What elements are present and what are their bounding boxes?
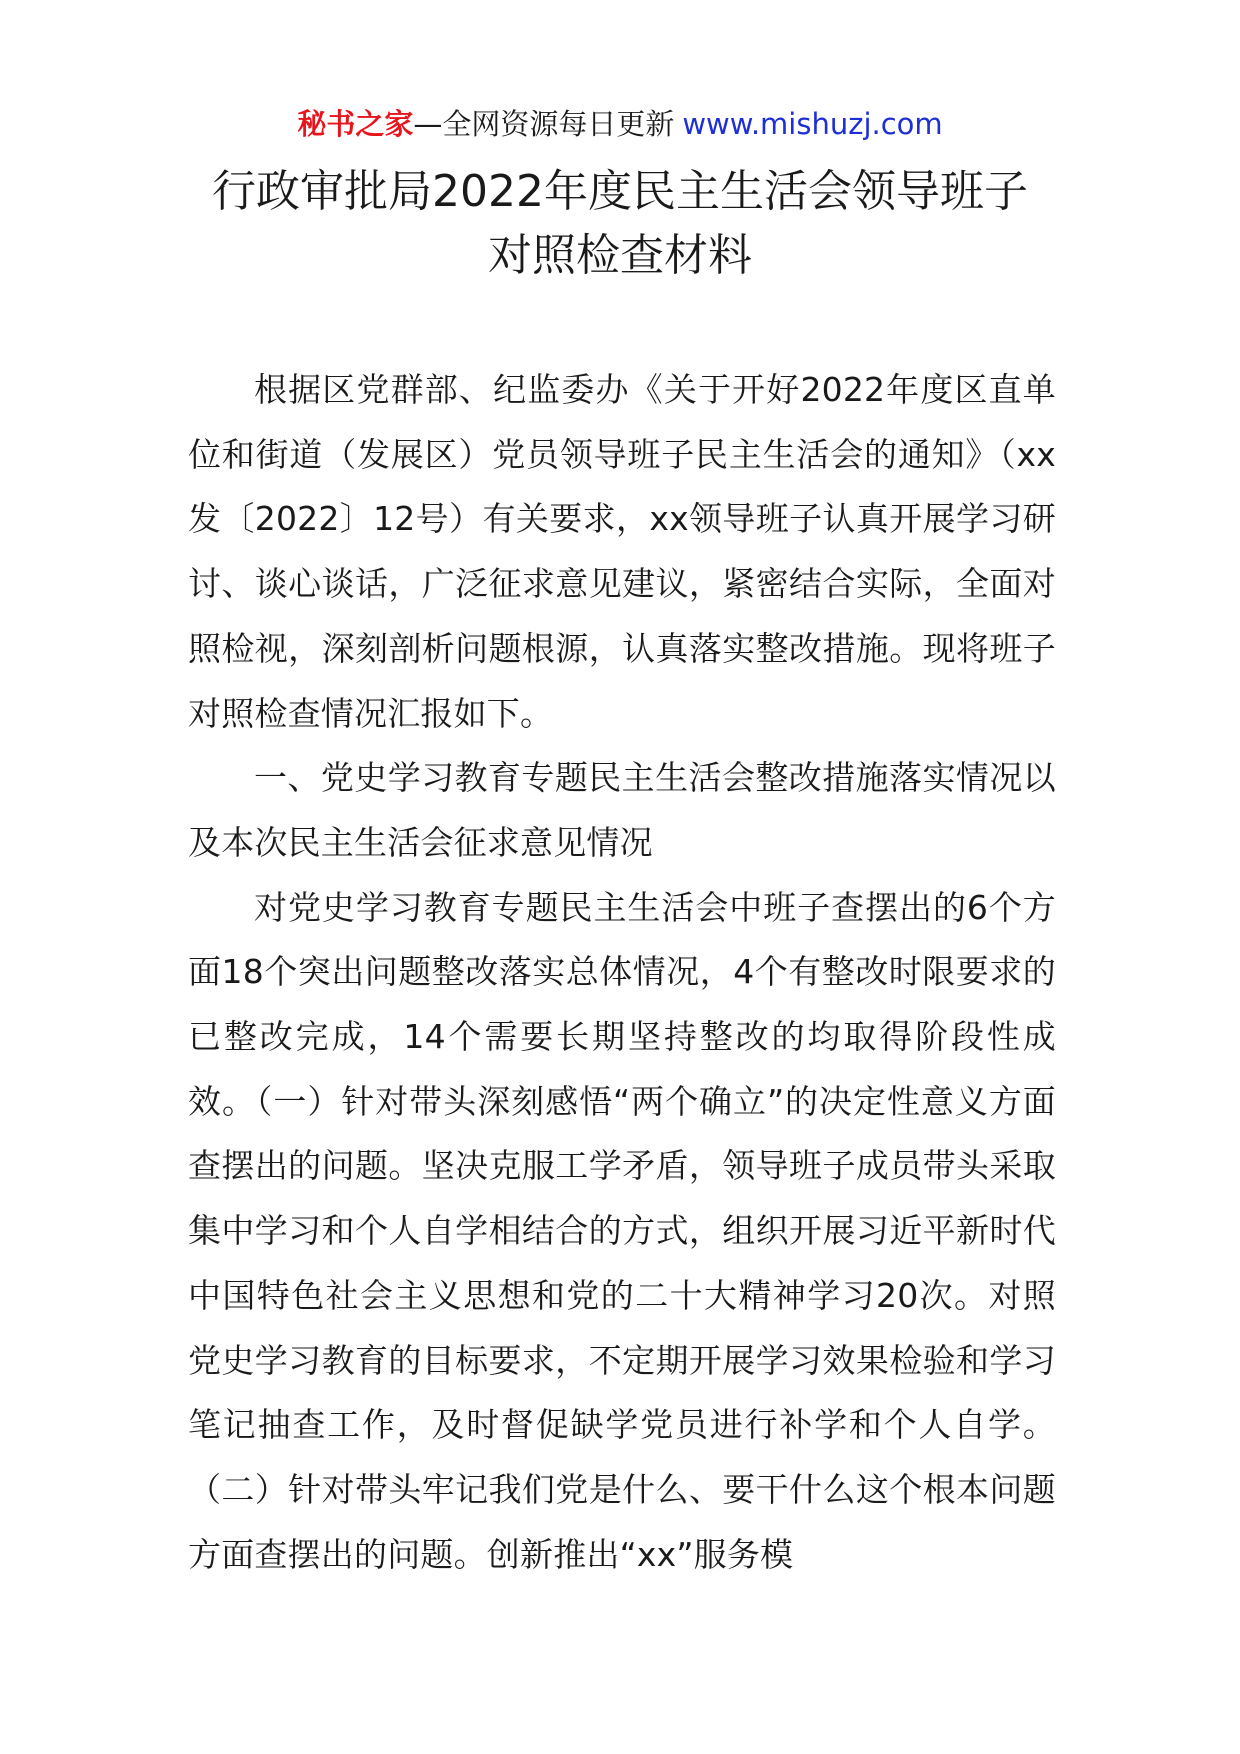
site-slogan: —全网资源每日更新 <box>413 107 675 141</box>
document-title-line-2: 对照检查材料 <box>488 230 752 281</box>
paragraph-intro: 根据区党群部、纪监委办《关于开好2022年度区直单位和街道（发展区）党员领导班子民主生活会的通知》（xx发〔2022〕12号）有关要求，xx领导班子认真开展学习研讨、谈心谈话，广泛征求意见建议，紧密结合实际，全面对照检视，深刻剖析问题根源，认真落实整改措施。现将班子对照检查情况汇报如下。 <box>188 370 1056 733</box>
site-url-link[interactable]: www.mishuzj.com <box>682 107 943 141</box>
section-heading-1: 一、党史学习教育专题民主生活会整改措施落实情况以及本次民主生活会征求意见情况 <box>188 758 1056 862</box>
site-header <box>0 104 1240 144</box>
document-title-line-1: 行政审批局2022年度民主生活会领导班子 <box>212 166 1028 217</box>
document-body <box>188 358 1056 1587</box>
document-title <box>0 160 1240 288</box>
site-brand: 秘书之家 <box>297 107 414 141</box>
paragraph-rectification: 对党史学习教育专题民主生活会中班子查摆出的6个方面18个突出问题整改落实总体情况，4个有整改时限要求的已整改完成，14个需要长期坚持整改的均取得阶段性成效。（一）针对带头深刻感悟“两个确立”的决定性意义方面查摆出的问题。坚决克服工学矛盾，领导班子成员带头采取集中学习和个人自学相结合的方式，组织开展习近平新时代中国特色社会主义思想和党的二十大精神学习20次。对照党史学习教育的目标要求，不定期开展学习效果检验和学习笔记抽查工作，及时督促缺学党员进行补学和个人自学。（二）针对带头牢记我们党是什么、要干什么这个根本问题方面查摆出的问题。创新推出“xx”服务模 <box>188 887 1056 1574</box>
